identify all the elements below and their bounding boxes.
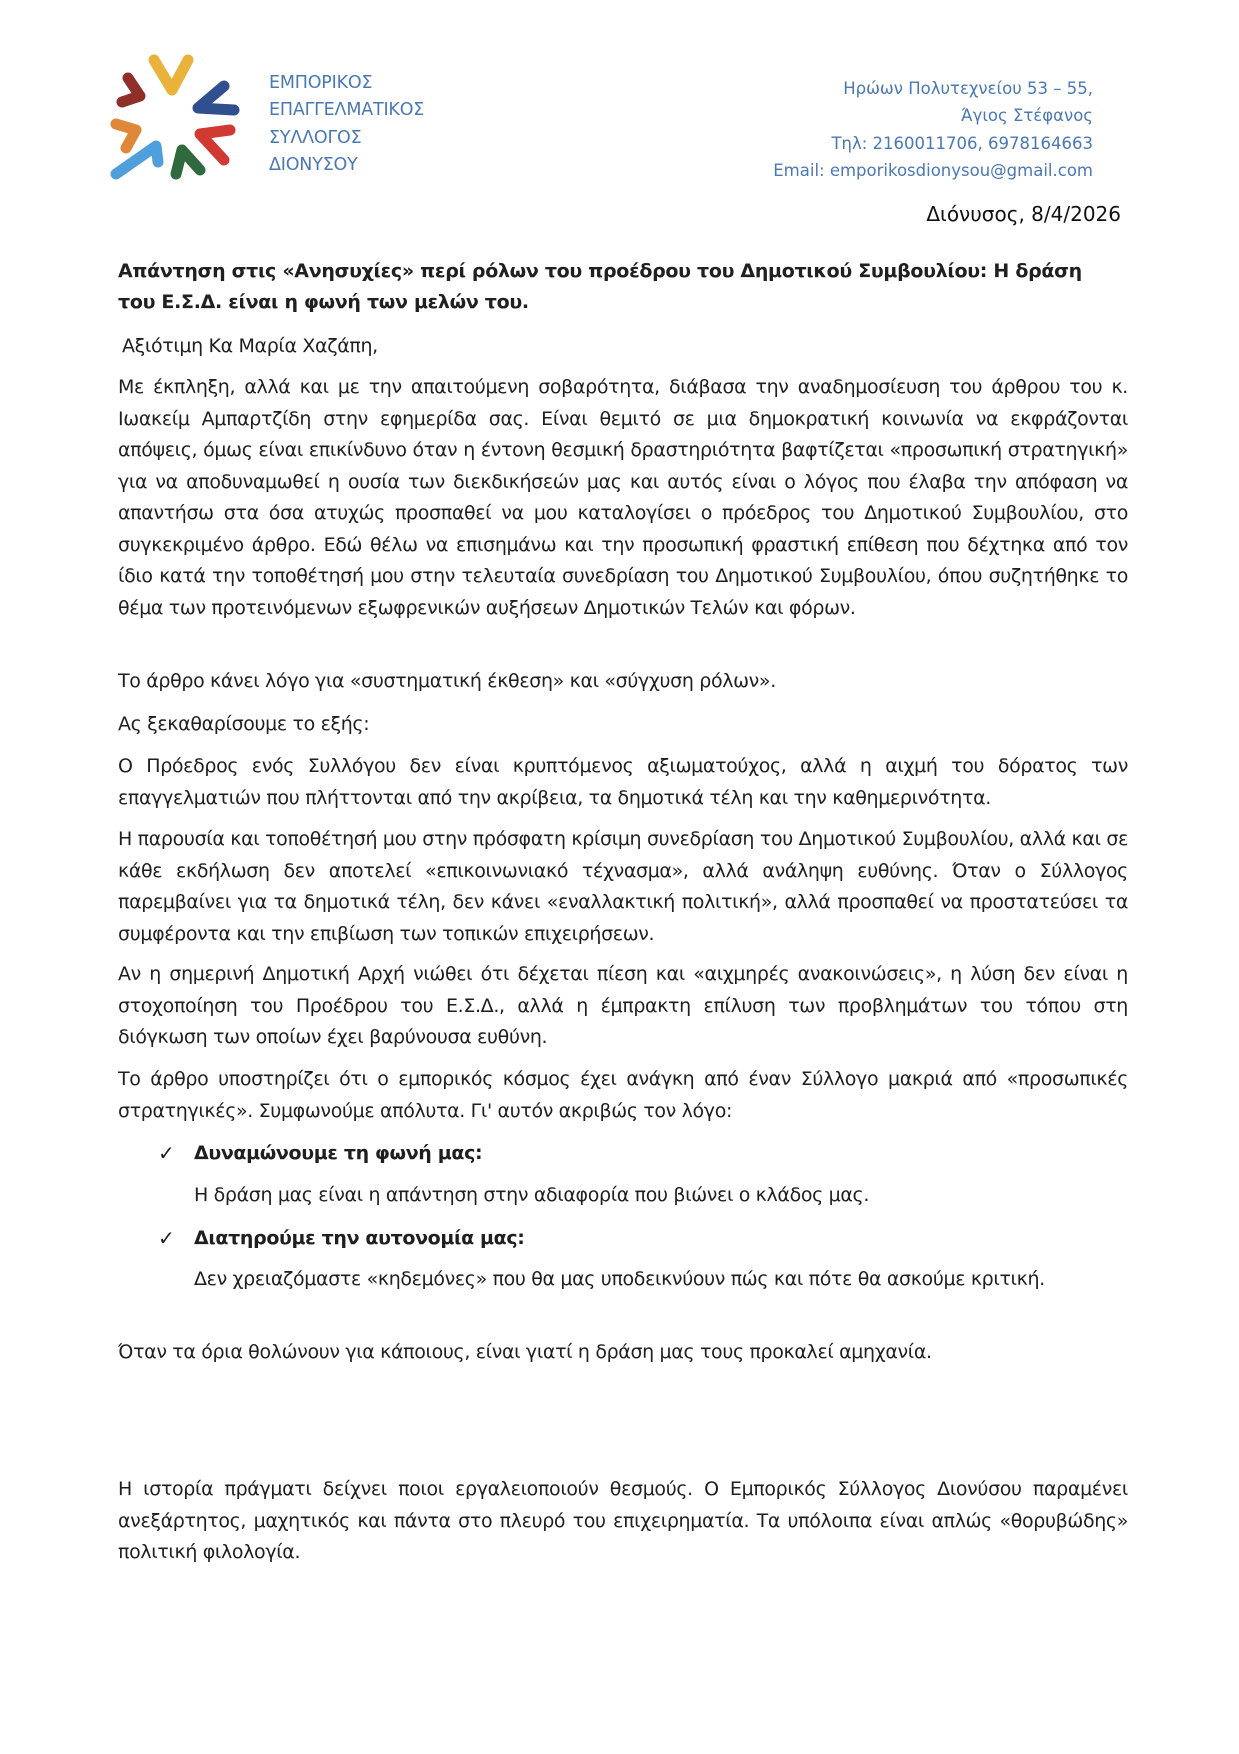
checkmark-icon: ✓ (158, 1141, 175, 1165)
locality-line: Άγιος Στέφανος (961, 106, 1093, 126)
phone-line: Τηλ: 2160011706, 6978164663 (831, 133, 1093, 153)
title-line: του Ε.Σ.Δ. είναι η φωνή των μελών του. (118, 291, 529, 313)
title-line: Απάντηση στις «Ανησυχίες» περί ρόλων του προέδρου του Δημοτικού Συμβουλίου: Η δράση (118, 260, 1082, 282)
paragraph: Το άρθρο κάνει λόγο για «συστηματική έκθεση» και «σύγχυση ρόλων». (118, 670, 776, 692)
paragraph: Η παρουσία και τοποθέτησή μου στην πρόσφατη κρίσιμη συνεδρίαση του Δημοτικού Συμβουλίου, αλλά και σε κάθε εκδήλωση δεν αποτελεί «επικοινωνιακό τέχνασμα», αλλά ανάληψη ευθύνης. Όταν ο Σύλλογος παρεμβαίνει για τα δημοτικά τέλη, δεν κάνει «εναλλακτική πολιτική», αλλά προσπαθεί να προστατεύσει τα συμφέροντα και την επιβίωση των τοπικών επιχειρήσεων. (118, 828, 1128, 945)
bullet-body: Δεν χρειαζόμαστε «κηδεμόνες» που θα μας υποδεικνύουν πώς και πότε θα ασκούμε κριτική. (194, 1268, 1045, 1290)
org-name-line: ΔΙΟΝΥΣΟΥ (269, 154, 358, 175)
organization-logo (106, 50, 242, 184)
letter-title (118, 256, 1128, 318)
address-line: Ηρώων Πολυτεχνείου 53 – 55, (843, 79, 1093, 98)
salutation: Αξιότιμη Κα Μαρία Χαζάπη, (122, 335, 378, 357)
letter-date: Διόνυσος, 8/4/2026 (926, 202, 1121, 226)
org-name-line: ΕΜΠΟΡΙΚΟΣ (269, 73, 373, 93)
paragraph: Αν η σημερινή Δημοτική Αρχή νιώθει ότι δέχεται πίεση και «αιχμηρές ανακοινώσεις», η λύση δεν είναι η στοχοποίηση του Προέδρου του Ε.Σ.Δ., αλλά η έμπρακτη επίλυση των προβλημάτων του τόπου στη διόγκωση των οποίων έχει βαρύνουσα ευθύνη. (118, 963, 1128, 1048)
paragraph: Όταν τα όρια θολώνουν για κάποιους, είναι γιατί η δράση μας τους προκαλεί αμηχανία. (118, 1341, 932, 1363)
organization-name (269, 70, 424, 179)
closing-paragraph: Η ιστορία πράγματι δείχνει ποιοι εργαλειοποιούν θεσμούς. Ο Εμπορικός Σύλλογος Διονύσου παραμένει ανεξάρτητος, μαχητικός και πάντα στο πλευρό του επιχειρηματία. Τα υπόλοιπα είναι απλώς «θορυβώδης» πολιτική φιλολογία. (118, 1478, 1128, 1563)
bullet-heading: Δυναμώνουμε τη φωνή μας: (194, 1142, 483, 1164)
contact-block (773, 75, 1093, 184)
paragraph: Με έκπληξη, αλλά και με την απαιτούμενη σοβαρότητα, διάβασα την αναδημοσίευση του άρθρου του κ. Ιωακείμ Αμπαρτζίδη στην εφημερίδα σας. Είναι θεμιτό σε μια δημοκρατική κοινωνία να εκφράζονται απόψεις, όμως είναι επικίνδυνο όταν η έντονη θεσμική δραστηριότητα βαφτίζεται «προσωπική στρατηγική» για να αποδυναμωθεί η ουσία των διεκδικήσεών μας και αυτός είναι ο λόγος που έλαβα την απόφαση να απαντήσω στα όσα ατυχώς προσπαθεί να μου καταλογίσει ο πρόεδρος του Δημοτικού Συμβουλίου, στο συγκεκριμένο άρθρο. Εδώ θέλω να επισημάνω και την προσωπική φραστική επίθεση που δέχτηκα από τον ίδιο κατά την τοποθέτησή μου στην τελευταία συνεδρίαση του Δημοτικού Συμβουλίου, όπου συζητήθηκε το θέμα των προτεινόμενων εξωφρενικών αυξήσεων Δημοτικών Τελών και φόρων. (118, 376, 1128, 619)
paragraph: Ο Πρόεδρος ενός Συλλόγου δεν είναι κρυπτόμενος αξιωματούχος, αλλά η αιχμή του δόρατος των επαγγελματιών που πλήττονται από την ακρίβεια, τα δημοτικά τέλη και την καθημερινότητα. (118, 755, 1128, 809)
starburst-arrows-icon (106, 50, 242, 184)
org-name-line: ΣΥΛΛΟΓΟΣ (269, 127, 362, 148)
org-name-line: ΕΠΑΓΓΕΛΜΑΤΙΚΟΣ (269, 100, 425, 121)
email-line: Email: emporikosdionysou@gmail.com (773, 160, 1093, 180)
paragraph: Το άρθρο υποστηρίζει ότι ο εμπορικός κόσμος έχει ανάγκη από έναν Σύλλογο μακριά από «προσωπικές στρατηγικές». Συμφωνούμε απόλυτα. Γι' αυτόν ακριβώς τον λόγο: (118, 1068, 1128, 1122)
paragraph: Ας ξεκαθαρίσουμε το εξής: (118, 713, 370, 735)
bullet-body: Η δράση μας είναι η απάντηση στην αδιαφορία που βιώνει ο κλάδος μας. (194, 1184, 870, 1206)
bullet-heading: Διατηρούμε την αυτονομία μας: (194, 1227, 525, 1249)
checkmark-icon: ✓ (158, 1226, 175, 1250)
